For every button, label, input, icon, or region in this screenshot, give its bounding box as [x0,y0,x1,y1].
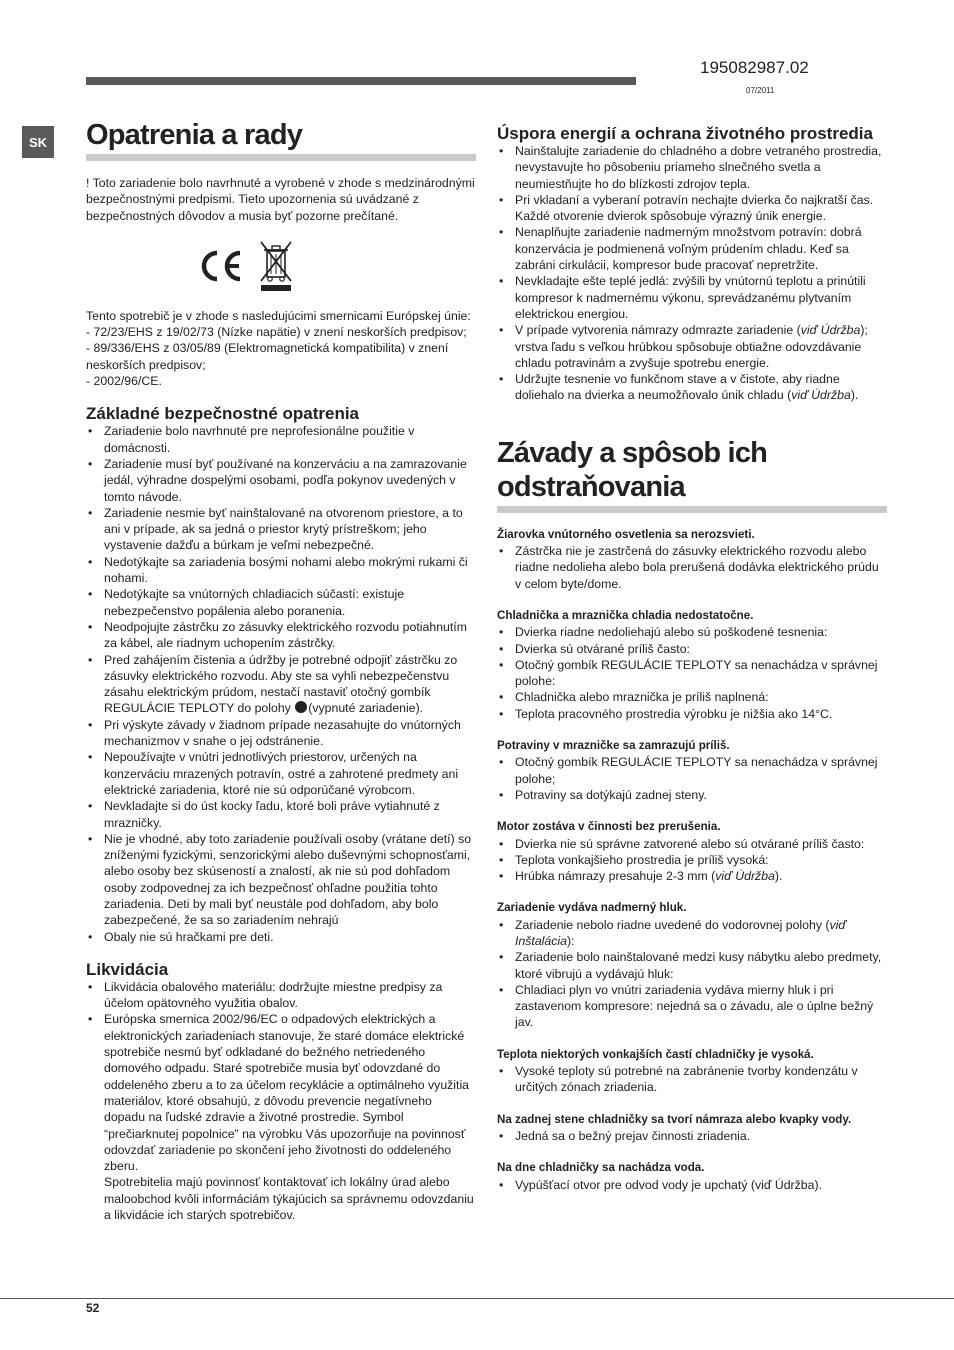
list-item: • Likvidácia obalového materiálu: dodržujte miestne predpisy za účelom opätovného využitia obalov. [86,979,476,1012]
warning-text: ! Toto zariadenie bolo navrhnuté a vyrobené v zhode s medzinárodnými bezpečnostnými predpismi. Tieto upozornenia sú uvádzané z bezpečnostných dôvodov a musia byť pozorne prečítané. [86,176,475,223]
list-item: • Vysoké teploty sú potrebné na zabránenie tvorby kondenzátu v určitých zónach zriadenia. [497,1063,887,1096]
list-item [497,322,887,371]
list-item: • Otočný gombík REGULÁCIE TEPLOTY sa nenachádza v správnej polohe: [497,657,887,690]
fault-title: Žiarovka vnútorného osvetlenia sa nerozsvieti. [497,527,755,541]
document-number: 195082987.02 [700,58,809,77]
fault-list [497,917,887,1031]
footer-rule [0,1298,954,1299]
fault-title: Motor zostáva v činnosti bez prerušenia. [497,820,721,834]
safety-list [86,423,476,945]
list-item: • Neodpojujte zástrčku zo zásuvky elektrického rozvodu potiahnutím za kábel, ale riadnym uchopením zástrčky. [86,619,476,652]
fault-title: Potraviny v mrazničke sa zamrazujú príliš. [497,739,730,753]
text: Udržujte tesnenie vo funkčnom stave a v čistote, aby riadne doliehalo na dvierka a neumožňovalo únik chladu ( [515,372,840,403]
list-item [86,652,476,717]
list-item: • Zariadenie musí byť používané na konzerváciu a na zamrazovanie jedál, výhradne dospelými osobami, podľa pokynov uvedených v tomto návode. [86,456,476,505]
section-title-precautions: Opatrenia a rady [86,119,303,151]
list-item [497,917,887,950]
text: ); vrstva ľadu s veľkou hrúbkou spôsobuje obtiažne odovzdávanie chladu potravinám a zvyšuje spotrebu energie. [515,323,868,370]
list-item: • Nedotýkajte sa zariadenia bosými nohami alebo mokrými rukami či nohami. [86,554,476,587]
text: ): [566,933,575,948]
text: V prípade vytvorenia námrazy odmrazte zariadenie ( [515,323,801,338]
cleaning-text: Pred zahájením čistenia a údržby je potrebné odpojiť zástrčku zo zásuvky elektrického rozvodu. Aby ste sa vyhli nebezpečenstvu zásahu elektrickým prúdom, nestačí nastaviť otočný gombík REGULÁCIE TEPLOTY do polohy [104,652,458,716]
list-item: • Obaly nie sú hračkami pre deti. [86,929,476,945]
disposal-heading: Likvidácia [86,959,169,979]
list-item: • Jedná sa o bežný prejav činnosti zriadenia. [497,1128,887,1144]
text: ). [850,388,859,403]
list-item: • Zariadenie nesmie byť nainštalované na otvorenom priestore, a to ani v prípade, ak sa jedná o priestor krytý prístreškom; jeho vystavenie dažďu a búrkam je veľmi nebezpečné. [86,505,476,554]
reference: viď Údržba [800,323,861,338]
list-item: • Nedotýkajte sa vnútorných chladiacich súčastí: existuje nebezpečenstvo popálenia alebo poranenia. [86,586,476,619]
fault-list [497,1063,887,1096]
list-item: • Dvierka sú otvárané príliš často: [497,641,887,657]
directive-line: - 89/336/EHS z 03/05/89 (Elektromagnetická kompatibilita) v znení neskorších predpisov; [86,341,449,372]
list-item: • Potraviny sa dotýkajú zadnej steny. [497,787,887,803]
page-number: 52 [86,1301,100,1315]
fault-list [497,543,887,592]
list-item: • Zástrčka nie je zastrčená do zásuvky elektrického rozvodu alebo riadne nedolieha alebo bola prerušená dodávka elektrického prúdu v celom byte/dome. [497,543,887,592]
disposal-list [86,979,476,1175]
language-tab: SK [22,126,54,158]
list-item [497,868,887,884]
right-column [497,124,887,1193]
list-item: • Európska smernica 2002/96/EC o odpadových elektrických a elektronických zariadeniach stanovuje, že staré domáce elektrické spotrebiče nesmú byť odkladané do bežného netriedeného domového odpadu. Staré spotrebiče musia byť odovzdané do oddeleného zberu a to za účelom recyklácie a optimálneho využitia materiálov, ktoré obsahujú, z dôvodu prevencie negatívneho dopadu na ľudské zdravie a životné prostredie. Symbol “prečiarknutej popolnice” na výrobku Vás upozorňuje na povinnosť odovzdať zariadenie po skončení jeho životnosti do oddeleného zberu. [86,1011,476,1174]
reference: viď Inštalácia [515,917,847,948]
title-rule [86,154,476,161]
reference: viď Údržba [715,869,775,884]
list-item: • Nevkladajte ešte teplé jedlá: zvýšili by vnútornú teplotu a prinútili kompresor k nadmernému výkonu, sprevádzanému plytvaním elektrickou energiou. [497,273,887,322]
list-item: • Zariadenie bolo nainštalované medzi kusy nábytku alebo predmety, ktoré vibrujú a vydávajú hluk: [497,949,887,982]
list-item: • Nepoužívajte v vnútri jednotlivých priestorov, určených na konzerváciu mrazených potravín, ostré a zahrotené predmety ani elektrické zariadenia, ktoré nie sú odporúčané výrobcom. [86,749,476,798]
list-item: • Teplota vonkajšieho prostredia je príliš vysoká: [497,852,887,868]
disposal-note: Spotrebitelia majú povinnosť kontaktovať ich lokálny úrad alebo maloobchod kvôli informáciám týkajúcich sa správnemu odovzdaniu a likvidácie ich starých spotrebičov. [104,1175,474,1223]
list-item: • Vypúšťací otvor pre odvod vody je upchatý (viď Údržba). [497,1177,887,1193]
section-title-faults: Závady a spôsob ich odstraňovania [497,436,768,503]
list-item: • Nainštalujte zariadenie do chladného a dobre vetraného prostredia, nevystavujte ho pôsobeniu priameho slnečného svetla a neumiestňujte ho do blízkosti zdrojov tepla. [497,143,887,192]
document-date: 07/2011 [746,86,775,95]
list-item: • Pri výskyte závady v žiadnom prípade nezasahujte do vnútorných mechanizmov v snahe o jej odstránenie. [86,717,476,750]
fault-title: Teplota niektorých vonkajších častí chladničky je vysoká. [497,1047,814,1061]
list-item: • Nevkladajte si do úst kocky ľadu, ktoré boli práve vytiahnuté z mrazničky. [86,798,476,831]
fault-title: Zariadenie vydáva nadmerný hluk. [497,901,687,915]
knob-off-icon [295,701,307,713]
list-item: • Nie je vhodné, aby toto zariadenie používali osoby (vrátane detí) so zníženými fyzickými, senzorickými alebo duševnými schopnosťami, alebo osoby bez skúseností a znalostí, ak nie sú pod dohľadom osoby zodpovednej za ich bezpečnosť ohľadne použitia tohto zariadenia. Deti by mali byť neustále pod dohľadom, aby bolo zabezpečené, že sa so zariadením nehrajú [86,831,476,929]
text: Zariadenie nebolo riadne uvedené do vodorovnej polohy ( [515,917,830,932]
fault-list [497,624,887,722]
list-item: • Pri vkladaní a vyberaní potravín nechajte dvierka čo najkratší čas. Každé otvorenie dvierok spôsobuje výrazný únik energie. [497,192,887,225]
list-item [497,371,887,404]
energy-list [497,143,887,404]
list-item: • Otočný gombík REGULÁCIE TEPLOTY sa nenachádza v správnej polohe; [497,754,887,787]
ce-mark-icon [198,249,244,287]
text: ). [774,869,783,884]
fault-list [497,836,887,885]
fault-title: Na zadnej stene chladničky sa tvorí námraza alebo kvapky vody. [497,1112,852,1126]
fault-title: Chladnička a mraznička chladia nedostatočne. [497,608,754,622]
cleaning-text-end: (vypnuté zariadenie). [308,701,424,716]
fault-list [497,1177,887,1193]
fault-title: Na dne chladničky sa nachádza voda. [497,1161,705,1175]
list-item: • Nenaplňujte zariadenie nadmerným množstvom potravín: dobrá konzervácia je podmienená voľným prúdením chladu. Keď sa zabráni cirkulácii, kompresor bude pracovať nepretržite. [497,224,887,273]
list-item: • Dvierka riadne nedoliehajú alebo sú poškodené tesnenia: [497,624,887,640]
title-rule [497,506,887,513]
header-bar [86,77,636,85]
crossed-bin-icon [258,239,294,297]
list-item: • Chladiaci plyn vo vnútri zariadenia vydáva mierny hluk i pri zastavenom kompresore: nejedná sa o závadu, ale o úplne bežný jav. [497,982,887,1031]
energy-heading: Úspora energií a ochrana životného prostredia [497,124,873,143]
list-item: • Chladnička alebo mraznička je príliš naplnená: [497,689,887,705]
list-item: • Dvierka nie sú správne zatvorené alebo sú otvárané príliš často: [497,836,887,852]
directives-intro: Tento spotrebič je v zhode s nasledujúcimi smernicami Európskej únie: [86,308,471,323]
left-column [86,118,476,1223]
directive-line: - 72/23/EHS z 19/02/73 (Nízke napätie) v znení neskorších predpisov; [86,325,467,340]
fault-list [497,754,887,803]
list-item: • Zariadenie bolo navrhnuté pre neprofesionálne použitie v domácnosti. [86,423,476,456]
safety-heading: Základné bezpečnostné opatrenia [86,404,360,424]
directive-line: - 2002/96/CE. [86,374,162,389]
compliance-logos [198,240,476,296]
list-item: • Teplota pracovného prostredia výrobku je nižšia ako 14°C. [497,706,887,722]
reference: viď Údržba [791,388,851,403]
text: Hrúbka námrazy presahuje 2-3 mm ( [515,869,716,884]
fault-list [497,1128,887,1144]
